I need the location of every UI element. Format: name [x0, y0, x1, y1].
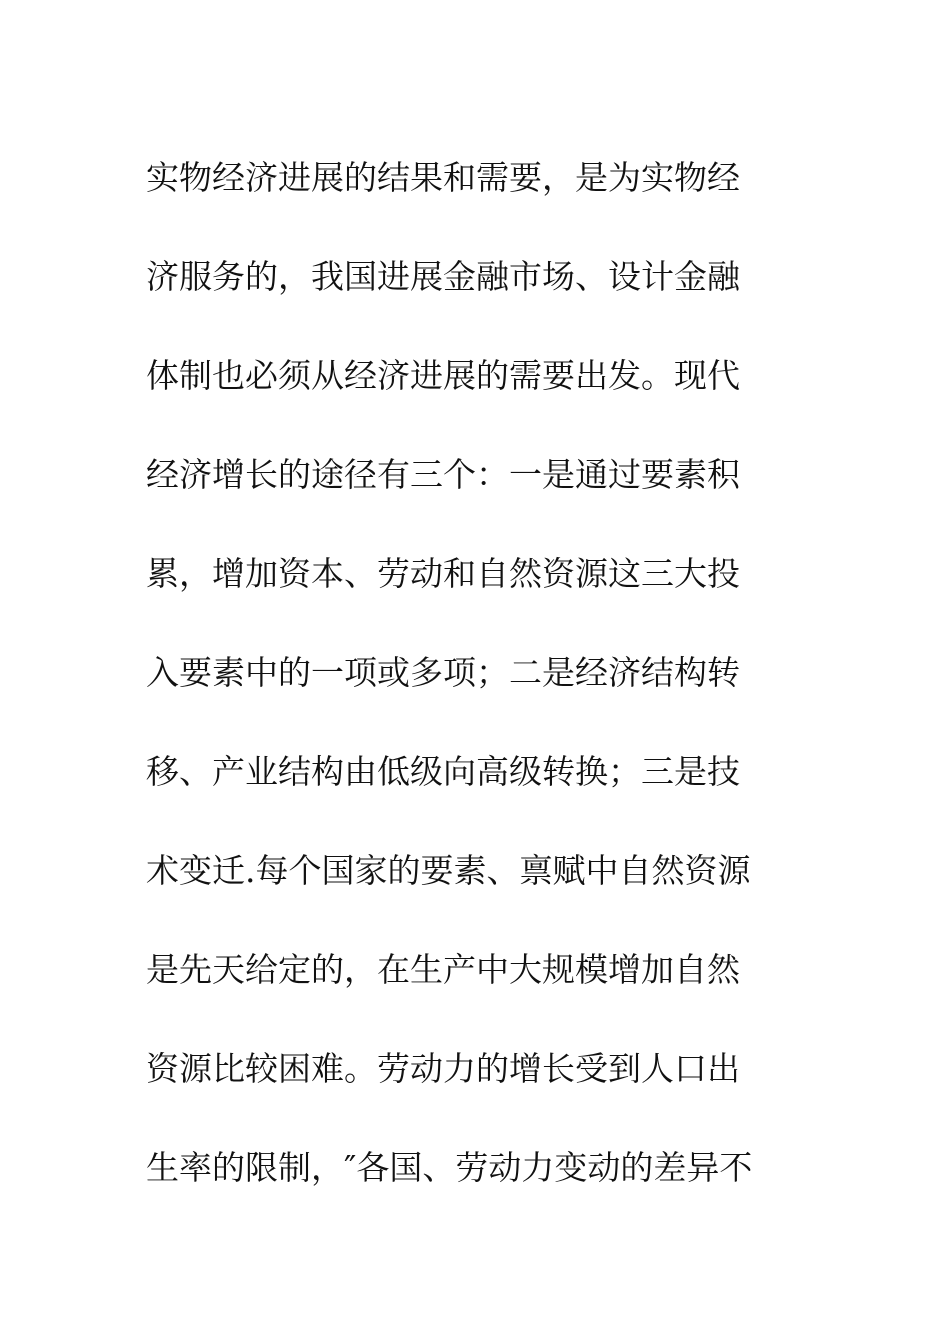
text-line: 经济增长的途径有三个：一是通过要素积: [146, 455, 740, 494]
body-text: [146, 128, 826, 1217]
text-line: 累，增加资本、劳动和自然资源这三大投: [146, 554, 740, 593]
text-line: 实物经济进展的结果和需要，是为实物经: [146, 158, 740, 197]
text-line: 移、产业结构由低级向高级转换；三是技: [146, 752, 740, 791]
text-line: 生率的限制，″各国、劳动力变动的差异不: [146, 1148, 753, 1187]
text-line: 术变迁.每个国家的要素、禀赋中自然资源: [146, 851, 751, 890]
text-line: 是先天给定的，在生产中大规模增加自然: [146, 950, 740, 989]
text-line: 资源比较困难。劳动力的增长受到人口出: [146, 1049, 740, 1088]
text-line: 济服务的，我国进展金融市场、设计金融: [146, 257, 740, 296]
text-line: 入要素中的一项或多项；二是经济结构转: [146, 653, 740, 692]
text-line: 体制也必须从经济进展的需要出发。现代: [146, 356, 740, 395]
